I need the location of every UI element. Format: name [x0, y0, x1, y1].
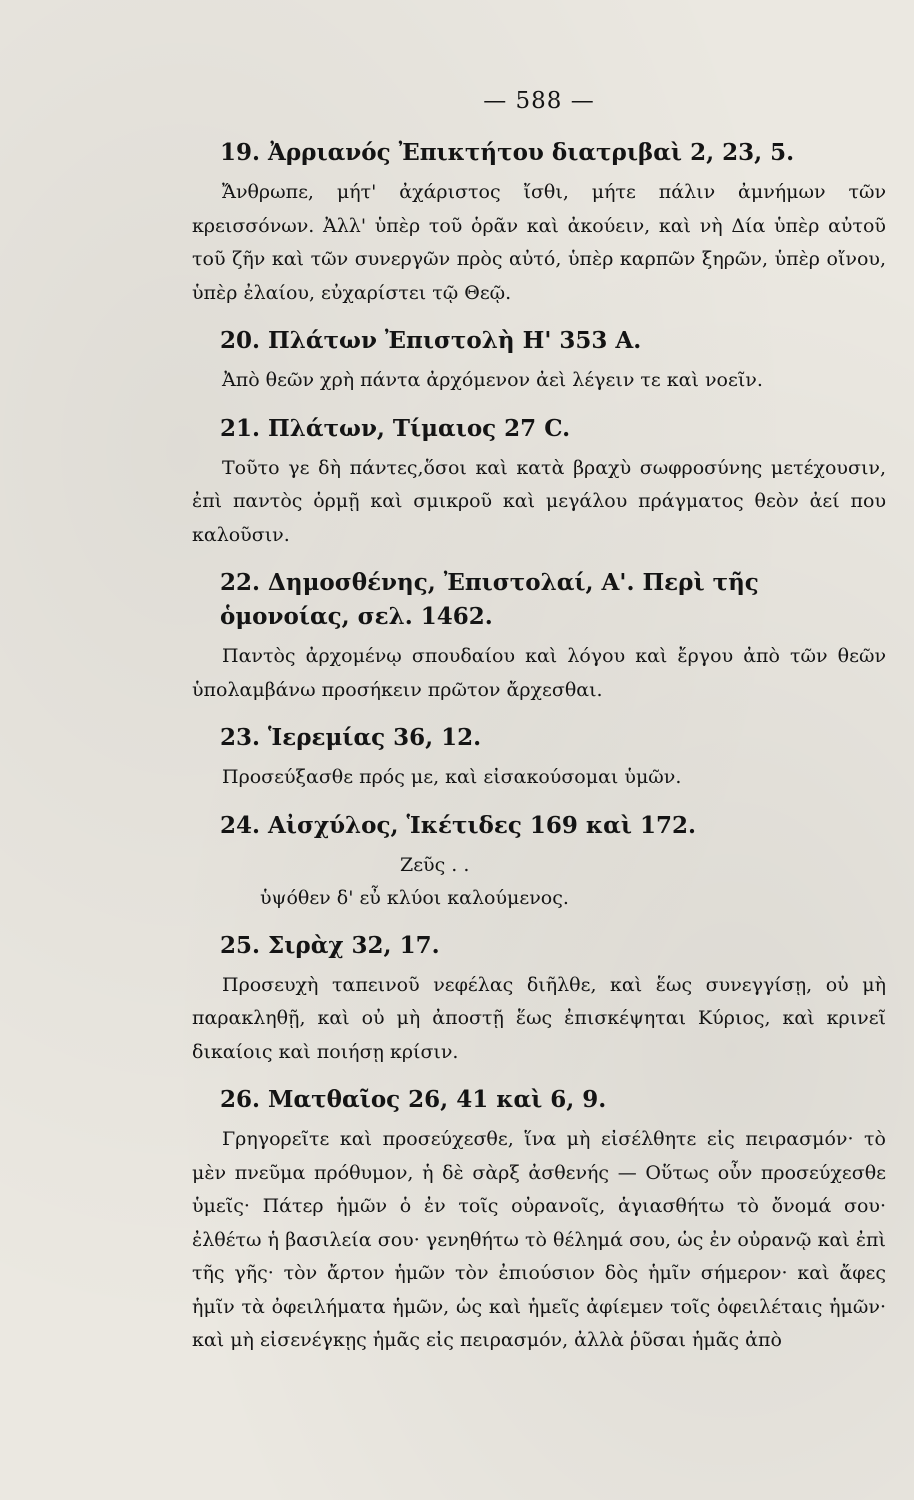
entry-19 [192, 136, 886, 310]
verse-line-1: Ζεῦς . . [400, 853, 470, 876]
entry-heading: 25. Σιρὰχ 32, 17. [220, 931, 440, 959]
entry-heading: 19. Ἀρριανός Ἐπικτήτου διατριβαὶ 2, 23, 5. [220, 139, 795, 166]
entry-23 [192, 721, 886, 795]
verse-block [192, 849, 886, 915]
entry-text: Γρηγορεῖτε καὶ προσεύχεσθε, ἵνα μὴ εἰσέλθητε εἰς πειρασμόν· τὸ μὲν πνεῦμα πρόθυμον, ἡ δὲ σὰρξ ἀσθενής — Οὕτως οὖν προσεύχεσθε ὑμεῖς· Πάτερ ἡμῶν ὁ ἐν τοῖς οὐρανοῖς, ἁγιασθήτω τὸ ὄνομά σου· ἐλθέτω ἡ βασιλεία σου· γενηθήτω τὸ θέλημά σου, ὡς ἐν οὐρανῷ καὶ ἐπὶ τῆς γῆς· τὸν ἄρτον ἡμῶν τὸν ἐπιούσιον δὸς ἡμῖν σήμερον· καὶ ἄφες ἡμῖν τὰ ὀφειλήματα ἡμῶν, ὡς καὶ ἡμεῖς ἀφίεμεν τοῖς ὀφειλέταις ἡμῶν· καὶ μὴ εἰσενέγκῃς ἡμᾶς εἰς πειρασμόν, ἀλλὰ ῥῦσαι ἡμᾶς ἀπὸ [192, 1128, 886, 1351]
verse-line-2: ὑψόθεν δ' εὖ κλύοι καλούμενος. [260, 886, 569, 909]
entry-text: Παντὸς ἀρχομένῳ σπουδαίου καὶ λόγου καὶ ἔργου ἀπὸ τῶν θεῶν ὑπολαμβάνω προσήκειν πρῶτον ἄρχεσθαι. [192, 645, 886, 701]
entry-text: Προσευχὴ ταπεινοῦ νεφέλας διῆλθε, καὶ ἕως συνεγγίσῃ, οὐ μὴ παρακληθῇ, καὶ οὐ μὴ ἀποστῇ ἕως ἐπισκέψηται Κύριος, καὶ κρινεῖ δικαίοις καὶ ποιήσῃ κρίσιν. [192, 973, 886, 1063]
entry-text: Ἀπὸ θεῶν χρὴ πάντα ἀρχόμενον ἀεὶ λέγειν τε καὶ νοεῖν. [222, 369, 763, 391]
entry-25 [192, 929, 886, 1070]
page-number: — 588 — [483, 88, 595, 114]
entry-26 [192, 1083, 886, 1358]
entry-text: Ἄνθρωπε, μήτ' ἀχάριστος ἴσθι, μήτε πάλιν ἀμνήμων τῶν κρεισσόνων. Ἀλλ' ὑπὲρ τοῦ ὁρᾶν καὶ ἀκούειν, καὶ νὴ Δία ὑπὲρ αὐτοῦ τοῦ ζῆν καὶ τῶν συνεργῶν πρὸς αὐτό, ὑπὲρ καρπῶν ξηρῶν, ὑπὲρ οἴνου, ὑπὲρ ἐλαίου, εὐχαρίστει τῷ Θεῷ. [192, 181, 886, 304]
entry-20 [192, 324, 886, 398]
entry-heading: 23. Ἱερεμίας 36, 12. [220, 724, 482, 751]
entry-24 [192, 809, 886, 915]
entry-heading: 21. Πλάτων, Τίμαιος 27 C. [220, 414, 571, 442]
entry-heading: 22. Δημοσθένης, Ἐπιστολαί, Α'. Περὶ τῆς ὁμονοίας, σελ. 1462. [220, 569, 759, 630]
entry-heading: 20. Πλάτων Ἐπιστολὴ Η' 353 Α. [220, 327, 642, 354]
entry-text: Προσεύξασθε πρός με, καὶ εἰσακούσομαι ὑμῶν. [222, 766, 682, 788]
entry-21 [192, 412, 886, 553]
entry-heading: 24. Αἰσχύλος, Ἱκέτιδες 169 καὶ 172. [220, 811, 696, 839]
entry-text: Τοῦτο γε δὴ πάντες,ὅσοι καὶ κατὰ βραχὺ σωφροσύνης μετέχουσιν, ἐπὶ παντὸς ὁρμῇ καὶ σμικροῦ καὶ μεγάλου πράγματος θεὸν ἀεί που καλοῦσιν. [192, 456, 886, 546]
entry-heading: 26. Ματθαῖος 26, 41 καὶ 6, 9. [220, 1086, 607, 1113]
entry-22 [192, 566, 886, 707]
